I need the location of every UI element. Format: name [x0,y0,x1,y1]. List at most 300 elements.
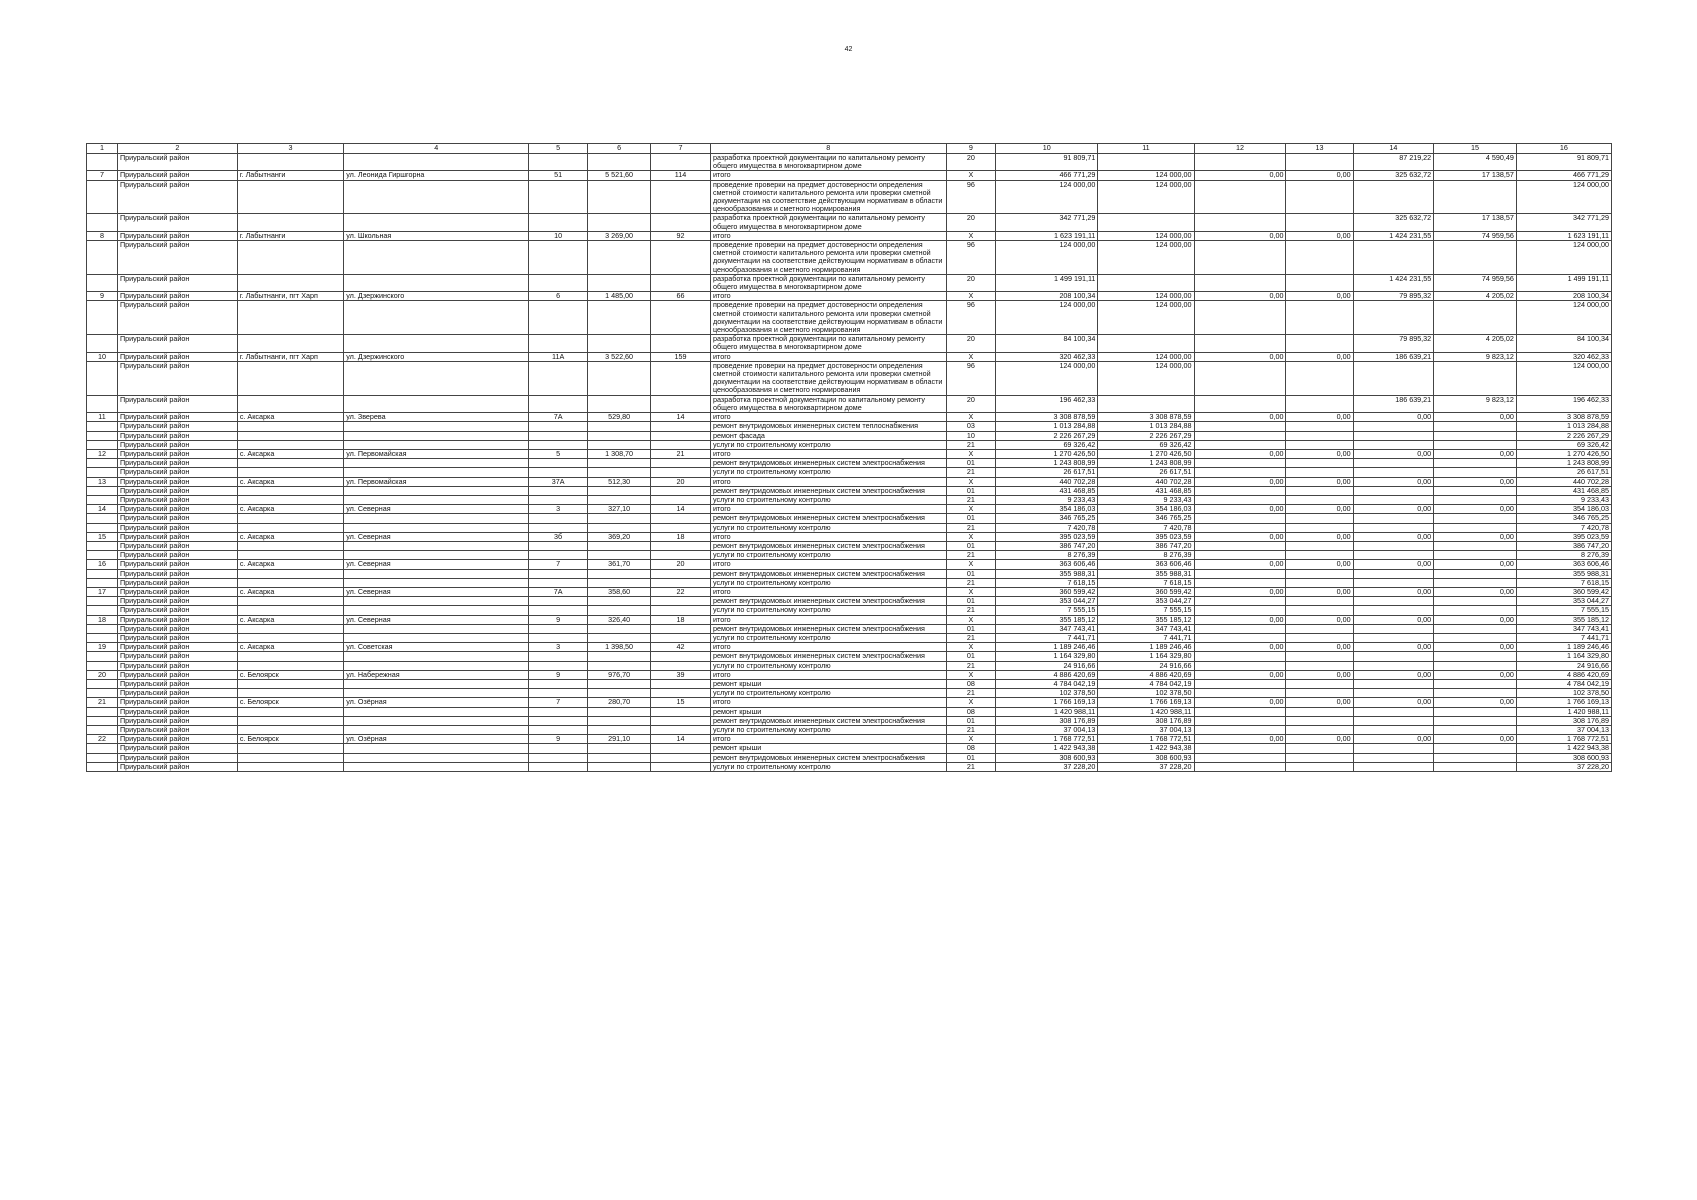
table-cell [87,541,118,550]
table-cell: Приуральский район [117,495,237,504]
table-cell [1353,422,1434,431]
table-cell [588,597,651,606]
table-cell: 1 013 284,88 [1098,422,1194,431]
table-cell [1353,679,1434,688]
table-cell: 431 468,85 [1098,486,1194,495]
table-cell [344,689,529,698]
table-cell [651,753,711,762]
table-cell: 0,00 [1194,505,1286,514]
table-cell: 7 555,15 [1098,606,1194,615]
table-cell: Приуральский район [117,422,237,431]
table-cell [237,551,343,560]
table-row-total [87,698,1612,707]
table-cell: 7 555,15 [1516,606,1611,615]
table-cell: 12 [87,449,118,458]
table-cell [237,652,343,661]
table-cell [87,301,118,335]
table-row-total [87,477,1612,486]
table-cell: X [946,587,996,596]
table-cell: услуги по строительному контролю [711,633,947,642]
table-cell [529,744,588,753]
table-cell [529,661,588,670]
table-cell: 4 886 420,69 [1098,670,1194,679]
table-cell [344,180,529,214]
table-cell [1194,744,1286,753]
table-cell: 124 000,00 [1098,241,1194,275]
table-row [87,753,1612,762]
table-row-total [87,587,1612,596]
table-cell: 0,00 [1286,505,1353,514]
table-cell [237,541,343,550]
table-cell [1434,578,1517,587]
table-cell [1353,180,1434,214]
table-cell [1434,597,1517,606]
table-cell: 512,30 [588,477,651,486]
table-cell [529,679,588,688]
table-cell: ремонт фасада [711,431,947,440]
table-cell: 14 [651,735,711,744]
table-cell: 91 809,71 [996,154,1098,171]
table-cell: 353 044,27 [1098,597,1194,606]
table-cell: услуги по строительному контролю [711,468,947,477]
table-cell [344,214,529,231]
table-cell: 466 771,29 [996,171,1098,180]
table-cell: 320 462,33 [1516,352,1611,361]
table-cell [651,716,711,725]
table-cell: 0,00 [1434,413,1517,422]
table-cell: 7 441,71 [1516,633,1611,642]
table-cell: 7А [529,587,588,596]
table-cell: ремонт крыши [711,744,947,753]
table-row [87,541,1612,550]
table-cell: 1 422 943,38 [996,744,1098,753]
table-cell: итого [711,698,947,707]
table-cell: 124 000,00 [1098,352,1194,361]
table-cell [87,606,118,615]
table-cell: 0,00 [1434,698,1517,707]
table-cell [529,753,588,762]
table-cell: X [946,670,996,679]
table-cell: X [946,560,996,569]
table-cell [237,753,343,762]
table-cell: г. Лабытнанги, пгт Харп [237,292,343,301]
table-cell [588,241,651,275]
table-cell [1286,180,1353,214]
table-cell [87,726,118,735]
table-cell: 4 784 042,19 [1516,679,1611,688]
table-cell [1286,597,1353,606]
table-cell [588,541,651,550]
table-cell: 01 [946,753,996,762]
table-cell: услуги по строительному контролю [711,661,947,670]
table-cell [529,459,588,468]
table-cell: 466 771,29 [1516,171,1611,180]
table-cell: с. Аксарка [237,560,343,569]
column-header: 11 [1098,144,1194,154]
table-cell: 360 599,42 [996,587,1098,596]
table-cell [588,652,651,661]
table-row [87,551,1612,560]
table-cell: 96 [946,180,996,214]
table-cell [1434,541,1517,550]
table-cell [344,597,529,606]
table-cell [1353,468,1434,477]
table-cell: 124 000,00 [1516,361,1611,395]
table-cell [651,422,711,431]
table-cell [651,154,711,171]
table-cell [87,762,118,771]
table-cell: г. Лабытнанги [237,171,343,180]
table-cell [237,486,343,495]
table-cell: 3 [529,643,588,652]
table-cell: 1 189 246,46 [996,643,1098,652]
table-cell: услуги по строительному контролю [711,523,947,532]
table-cell: 17 138,57 [1434,171,1517,180]
table-cell: 0,00 [1286,735,1353,744]
table-row [87,486,1612,495]
table-cell [1194,335,1286,352]
table-cell: 24 916,66 [996,661,1098,670]
table-cell: 124 000,00 [1098,361,1194,395]
table-cell: 291,10 [588,735,651,744]
table-cell [87,707,118,716]
table-cell [87,395,118,412]
table-cell [237,523,343,532]
table-cell: 308 176,89 [996,716,1098,725]
table-cell: 308 600,93 [1098,753,1194,762]
table-row [87,468,1612,477]
table-cell [1194,486,1286,495]
table-cell: 440 702,28 [996,477,1098,486]
table-cell: 84 100,34 [1516,335,1611,352]
table-row [87,679,1612,688]
table-cell: 69 326,42 [1516,440,1611,449]
table-cell [237,726,343,735]
table-cell: 01 [946,459,996,468]
table-cell [344,707,529,716]
table-cell: 96 [946,301,996,335]
table-cell [237,679,343,688]
table-cell: 1 270 426,50 [996,449,1098,458]
table-cell: 358,60 [588,587,651,596]
table-cell [529,762,588,771]
table-cell: 0,00 [1194,643,1286,652]
table-cell [344,624,529,633]
table-cell: 18 [87,615,118,624]
table-cell: итого [711,735,947,744]
table-cell [529,523,588,532]
table-cell: 20 [946,214,996,231]
table-cell [1194,274,1286,291]
table-cell [1286,301,1353,335]
table-cell: 22 [651,587,711,596]
table-cell [1194,689,1286,698]
table-cell [1353,495,1434,504]
table-row [87,361,1612,395]
table-row [87,661,1612,670]
table-cell [651,689,711,698]
table-cell [237,422,343,431]
table-cell: 431 468,85 [996,486,1098,495]
table-cell [529,569,588,578]
table-cell: 96 [946,361,996,395]
table-row [87,395,1612,412]
table-cell: 37 228,20 [996,762,1098,771]
table-cell: 01 [946,541,996,550]
table-cell: 346 765,25 [996,514,1098,523]
table-cell [1353,661,1434,670]
table-cell: ремонт внутридомовых инженерных систем электроснабжения [711,459,947,468]
table-cell [87,753,118,762]
table-cell: 42 [651,643,711,652]
table-cell [1286,569,1353,578]
table-cell: 1 420 988,11 [1098,707,1194,716]
table-cell [1098,154,1194,171]
table-cell [344,633,529,642]
table-cell: 124 000,00 [1098,171,1194,180]
table-cell [1286,689,1353,698]
table-cell [1286,154,1353,171]
table-cell [87,597,118,606]
table-cell: 0,00 [1353,532,1434,541]
table-cell [1194,214,1286,231]
table-row-total [87,413,1612,422]
table-cell [651,606,711,615]
table-cell [1353,241,1434,275]
table-cell: 92 [651,231,711,240]
table-cell: 124 000,00 [1516,180,1611,214]
table-row [87,214,1612,231]
table-cell: 15 [651,698,711,707]
table-cell [1194,301,1286,335]
table-cell: 395 023,59 [1516,532,1611,541]
table-cell [588,154,651,171]
table-cell: Приуральский район [117,301,237,335]
table-cell: 431 468,85 [1516,486,1611,495]
table-cell [1286,633,1353,642]
table-cell [588,514,651,523]
table-cell [651,440,711,449]
table-cell [588,726,651,735]
table-cell: 976,70 [588,670,651,679]
table-cell: ремонт крыши [711,707,947,716]
table-cell [1098,274,1194,291]
table-cell: 124 000,00 [1516,301,1611,335]
table-cell [87,661,118,670]
table-row [87,301,1612,335]
table-cell [1353,569,1434,578]
table-cell [588,753,651,762]
table-cell: X [946,505,996,514]
table-cell: 17 [87,587,118,596]
table-cell [651,578,711,587]
table-cell: Приуральский район [117,532,237,541]
table-cell: 0,00 [1353,698,1434,707]
table-cell [237,569,343,578]
table-cell: услуги по строительному контролю [711,578,947,587]
table-cell: 24 916,66 [1098,661,1194,670]
table-cell: Приуральский район [117,505,237,514]
table-cell [651,523,711,532]
table-cell: 51 [529,171,588,180]
table-cell: 280,70 [588,698,651,707]
table-cell: 1 013 284,88 [1516,422,1611,431]
table-cell: с. Аксарка [237,505,343,514]
table-cell [529,440,588,449]
table-cell: итого [711,505,947,514]
table-cell: ул. Дзержинского [344,352,529,361]
table-cell [344,431,529,440]
table-cell: 03 [946,422,996,431]
table-cell: 84 100,34 [996,335,1098,352]
table-cell [87,514,118,523]
table-cell: 3 522,60 [588,352,651,361]
table-cell [344,486,529,495]
table-cell: 0,00 [1434,560,1517,569]
table-cell [1286,762,1353,771]
table-cell [1194,551,1286,560]
table-cell: 386 747,20 [1516,541,1611,550]
table-row [87,633,1612,642]
table-cell: 9 233,43 [996,495,1098,504]
table-cell: ул. Северная [344,560,529,569]
table-row [87,597,1612,606]
table-cell: X [946,352,996,361]
table-cell: Приуральский район [117,670,237,679]
table-cell: 102 378,50 [1098,689,1194,698]
table-cell: ул. Северная [344,587,529,596]
table-cell [87,468,118,477]
table-cell: X [946,532,996,541]
table-cell: разработка проектной документации по капитальному ремонту общего имущества в многоквартирном доме [711,335,947,352]
table-cell [344,679,529,688]
table-cell [1434,468,1517,477]
table-cell [1353,726,1434,735]
table-cell: 1 270 426,50 [1516,449,1611,458]
table-cell: 1 485,00 [588,292,651,301]
table-cell: Приуральский район [117,171,237,180]
table-cell: услуги по строительному контролю [711,606,947,615]
table-cell: 39 [651,670,711,679]
table-cell: X [946,698,996,707]
table-cell: Приуральский район [117,615,237,624]
column-header: 4 [344,144,529,154]
table-cell: 69 326,42 [996,440,1098,449]
table-cell [344,514,529,523]
table-cell: 0,00 [1286,615,1353,624]
table-cell: 21 [946,606,996,615]
table-cell [87,440,118,449]
table-cell: 08 [946,707,996,716]
table-cell: 4 886 420,69 [1516,670,1611,679]
table-cell: 1 768 772,51 [1098,735,1194,744]
table-cell: Приуральский район [117,587,237,596]
table-cell [588,716,651,725]
table-cell: 395 023,59 [996,532,1098,541]
table-cell: 74 959,56 [1434,231,1517,240]
table-cell: 355 185,12 [996,615,1098,624]
table-cell [1434,440,1517,449]
table-cell [529,154,588,171]
table-cell [1434,431,1517,440]
table-cell [1286,523,1353,532]
table-cell: 4 590,49 [1434,154,1517,171]
table-cell: Приуральский район [117,597,237,606]
table-cell: 0,00 [1286,587,1353,596]
table-cell: 21 [946,440,996,449]
table-row [87,689,1612,698]
table-cell: 360 599,42 [1098,587,1194,596]
table-cell [1286,431,1353,440]
table-cell: 1 424 231,55 [1353,274,1434,291]
table-cell [1434,361,1517,395]
table-cell [1434,241,1517,275]
table-cell: 320 462,33 [996,352,1098,361]
table-cell: 4 784 042,19 [996,679,1098,688]
table-cell: 21 [87,698,118,707]
table-cell [1194,459,1286,468]
table-cell [237,395,343,412]
table-cell [344,652,529,661]
table-cell [1353,689,1434,698]
table-cell [1286,679,1353,688]
table-cell: Приуральский район [117,762,237,771]
table-cell [651,679,711,688]
table-cell: проведение проверки на предмет достоверности определения сметной стоимости капитального ремонта или проверки сметной документации на соответствие действующим нормативам в области ценообразования и сметного нормирования [711,180,947,214]
table-cell: 361,70 [588,560,651,569]
table-cell: 22 [87,735,118,744]
table-cell: 1 499 191,11 [1516,274,1611,291]
table-cell [529,624,588,633]
table-cell [87,422,118,431]
table-cell: Приуральский район [117,698,237,707]
table-cell: ул. Советская [344,643,529,652]
column-header: 15 [1434,144,1517,154]
table-cell [87,214,118,231]
table-cell: ул. Леонида Гиршгорна [344,171,529,180]
table-cell [1286,395,1353,412]
table-row [87,180,1612,214]
table-cell: 353 044,27 [996,597,1098,606]
table-cell: 0,00 [1286,477,1353,486]
table-cell: 114 [651,171,711,180]
table-cell [651,459,711,468]
table-cell [1194,707,1286,716]
table-cell: 37 228,20 [1098,762,1194,771]
table-cell [529,707,588,716]
table-cell: услуги по строительному контролю [711,726,947,735]
table-row [87,652,1612,661]
table-row-total [87,560,1612,569]
table-cell [1194,753,1286,762]
table-cell [87,551,118,560]
table-cell: Приуральский район [117,477,237,486]
table-cell: 159 [651,352,711,361]
table-cell [651,468,711,477]
table-cell [1434,762,1517,771]
table-cell [87,523,118,532]
table-cell: Приуральский район [117,716,237,725]
table-cell: 347 743,41 [996,624,1098,633]
table-cell: разработка проектной документации по капитальному ремонту общего имущества в многоквартирном доме [711,274,947,291]
table-cell: 20 [946,335,996,352]
table-cell [237,762,343,771]
table-cell: 1 164 329,80 [1098,652,1194,661]
table-cell [237,597,343,606]
table-cell: 124 000,00 [996,301,1098,335]
table-cell: 0,00 [1286,352,1353,361]
table-row-total [87,171,1612,180]
